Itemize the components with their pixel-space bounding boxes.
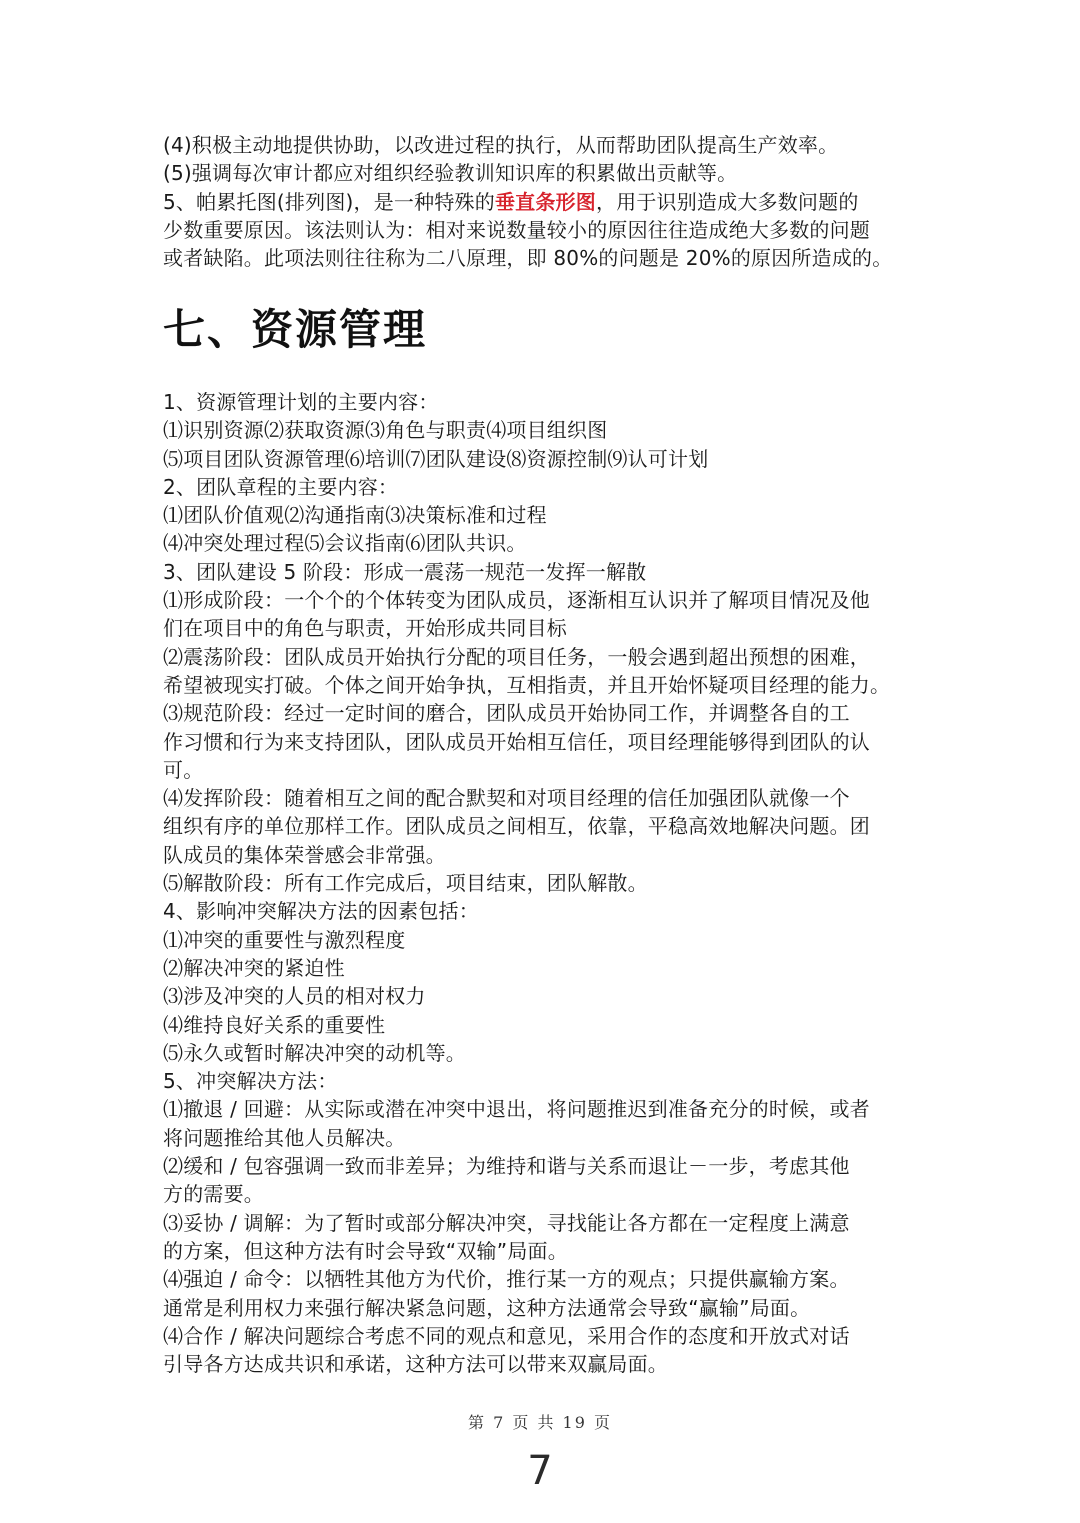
pareto-prefix: 5、帕累托图(排列图)，是一种特殊的	[163, 189, 495, 214]
body-line: ⑷合作 / 解决问题综合考虑不同的观点和意见，采用合作的态度和开放式对话	[163, 1323, 850, 1348]
body-line: ⑷维持良好关系的重要性	[163, 1012, 386, 1037]
body-line: ⑸解散阶段：所有工作完成后，项目结束，团队解散。	[163, 871, 648, 896]
body-line: 2、团队章程的主要内容：	[163, 474, 399, 499]
body-line: ⑵缓和 / 包容强调一致而非差异；为维持和谐与关系而退让－一步，考虑其他	[163, 1154, 850, 1179]
pareto-suffix: ，用于识别造成大多数问题的	[595, 189, 859, 214]
body-line: ⑷冲突处理过程⑸会议指南⑹团队共识。	[163, 531, 527, 556]
body-line: ⑴冲突的重要性与激烈程度	[163, 927, 406, 952]
body-line: 4、影响冲突解决方法的因素包括：	[163, 899, 479, 924]
body-line: 希望被现实打破。个体之间开始争执，互相指责，并且开始怀疑项目经理的能力。	[163, 672, 891, 697]
intro-line: (4)积极主动地提供协助，以改进过程的执行，从而帮助团队提高生产效率。	[163, 133, 839, 157]
body-line: 的方案，但这种方法有时会导致“双输”局面。	[163, 1238, 568, 1263]
section-body	[163, 388, 923, 1378]
body-line: 方的需要。	[163, 1182, 264, 1207]
body-line: 3、团队建设 5 阶段：形成一震荡一规范一发挥一解散	[163, 559, 647, 584]
body-line: ⑴识别资源⑵获取资源⑶角色与职责⑷项目组织图	[163, 418, 608, 443]
body-line: 可。	[163, 757, 204, 782]
body-line: ⑸项目团队资源管理⑹培训⑺团队建设⑻资源控制⑼认可计划	[163, 446, 709, 471]
body-line: 作习惯和行为来支持团队，团队成员开始相互信任，项目经理能够得到团队的认	[163, 729, 870, 754]
page-info: 第 7 页 共 19 页	[468, 1413, 612, 1432]
body-line: 通常是利用权力来强行解决紧急问题，这种方法通常会导致“赢输”局面。	[163, 1295, 811, 1320]
pareto-highlight: 垂直条形图	[494, 189, 596, 214]
body-line: ⑷发挥阶段：随着相互之间的配合默契和对项目经理的信任加强团队就像一个	[163, 786, 850, 811]
body-line: 将问题推给其他人员解决。	[163, 1125, 406, 1150]
body-line: 队成员的集体荣誉感会非常强。	[163, 842, 446, 867]
body-line: ⑵解决冲突的紧迫性	[163, 955, 345, 980]
section-title: 七、资源管理	[163, 305, 428, 354]
body-line: 引导各方达成共识和承诺，这种方法可以带来双赢局面。	[163, 1352, 668, 1377]
body-line: ⑶涉及冲突的人员的相对权力	[163, 984, 426, 1009]
body-line: ⑷强迫 / 命令：以牺牲其他方为代价，推行某一方的观点；只提供赢输方案。	[163, 1267, 850, 1292]
body-line: ⑶规范阶段：经过一定时间的磨合，团队成员开始协同工作，并调整各自的工	[163, 701, 850, 726]
pareto-line: 少数重要原因。该法则认为：相对来说数量较小的原因往往造成绝大多数的问题	[163, 217, 870, 242]
body-line: 们在项目中的角色与职责，开始形成共同目标	[163, 616, 567, 641]
body-line: ⑴撤退 / 回避：从实际或潜在冲突中退出，将问题推迟到准备充分的时候，或者	[163, 1097, 870, 1122]
body-line: ⑴团队价值观⑵沟通指南⑶决策标准和过程	[163, 503, 547, 528]
pareto-line: 或者缺陷。此项法则往往称为二八原理，即 80%的问题是 20%的原因所造成的。	[163, 246, 893, 271]
body-line: ⑸永久或暂时解决冲突的动机等。	[163, 1040, 466, 1065]
pareto-line	[163, 188, 923, 216]
body-line: ⑴形成阶段：一个个的个体转变为团队成员，逐渐相互认识并了解项目情况及他	[163, 588, 870, 613]
body-line: 1、资源管理计划的主要内容：	[163, 390, 439, 414]
body-line: ⑶妥协 / 调解：为了暂时或部分解决冲突，寻找能让各方都在一定程度上满意	[163, 1210, 850, 1235]
page-number: 7	[527, 1448, 553, 1494]
body-line: 组织有序的单位那样工作。团队成员之间相互，依靠，平稳高效地解决问题。团	[163, 814, 870, 839]
intro-paragraphs	[163, 131, 923, 272]
body-line: 5、冲突解决方法：	[163, 1069, 338, 1094]
body-line: ⑵震荡阶段：团队成员开始执行分配的项目任务，一般会遇到超出预想的困难，	[163, 644, 870, 669]
intro-line: (5)强调每次审计都应对组织经验教训知识库的积累做出贡献等。	[163, 161, 738, 186]
